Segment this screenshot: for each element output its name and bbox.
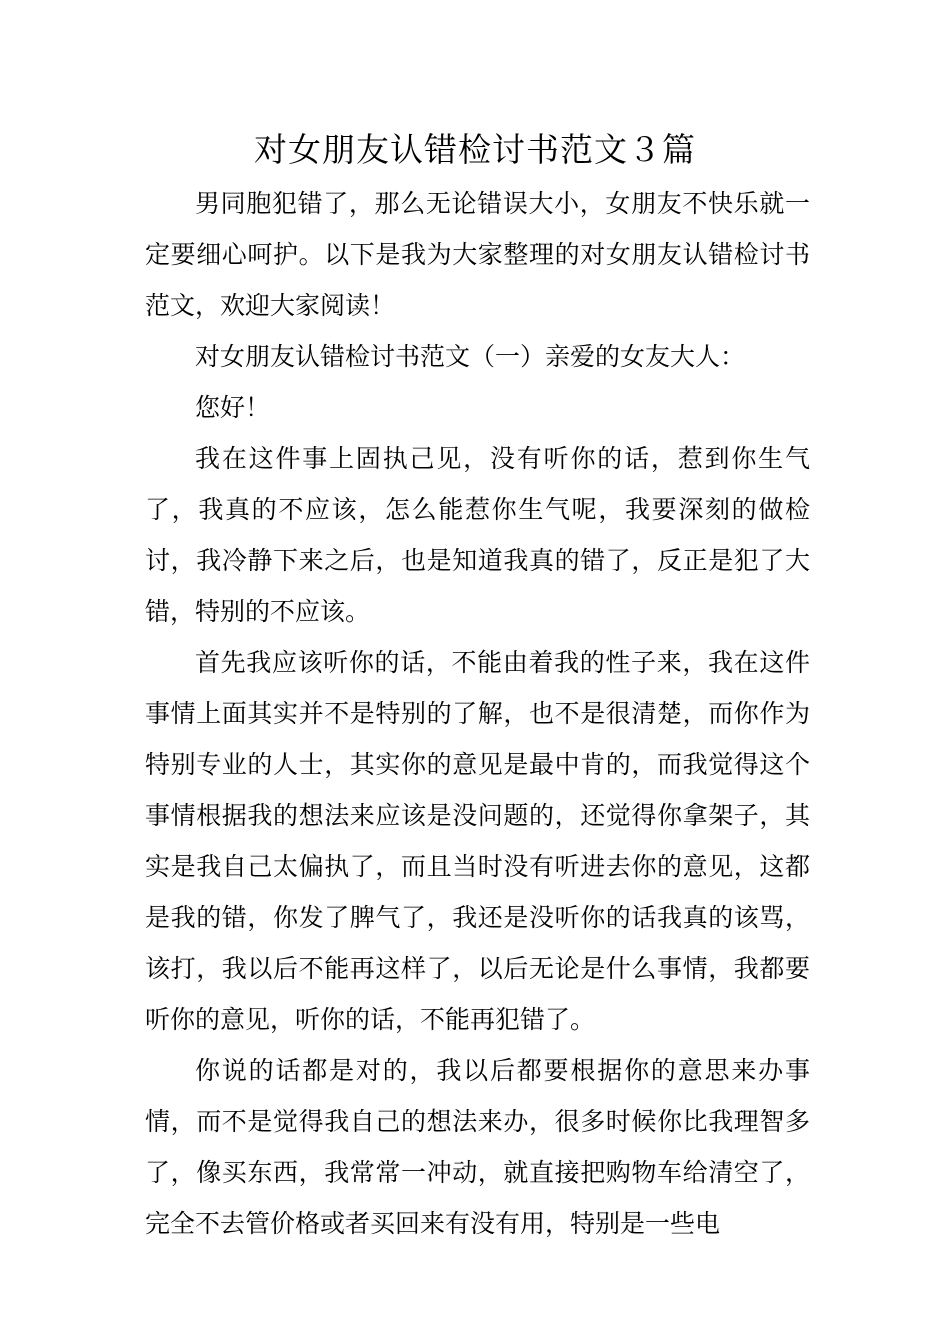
paragraph-body-3: 你说的话都是对的，我以后都要根据你的意思来办事情，而不是觉得我自己的想法来办，很多时候你比我理智多了，像买东西，我常常一冲动，就直接把购物车给清空了，完全不去管价格或者买回来有没有用，特别是一些电: [145, 1056, 810, 1238]
paragraph-heading-one: 对女朋友认错检讨书范文（一）亲爱的女友大人：: [195, 342, 746, 371]
paragraph-body-2: 首先我应该听你的话，不能由着我的性子来，我在这件事情上面其实并不是特别的了解，也不是很清楚，而你作为特别专业的人士，其实你的意见是最中肯的，而我觉得这个事情根据我的想法来应该是没问题的，还觉得你拿架子，其实是我自己太偏执了，而且当时没有听进去你的意见，这都是我的错，你发了脾气了，我还是没听你的话我真的该骂，该打，我以后不能再这样了，以后无论是什么事情，我都要听你的意见，听你的话，不能再犯错了。: [145, 648, 810, 1034]
paragraph-body-1: 我在这件事上固执己见，没有听你的话，惹到你生气了，我真的不应该，怎么能惹你生气呢，我要深刻的做检讨，我冷静下来之后，也是知道我真的错了，反正是犯了大错，特别的不应该。: [145, 444, 810, 626]
paragraph-greeting: 您好！: [195, 393, 271, 422]
paragraph-intro: 男同胞犯错了，那么无论错误大小，女朋友不快乐就一定要细心呵护。以下是我为大家整理的对女朋友认错检讨书范文，欢迎大家阅读！: [145, 189, 810, 320]
document-title: 对女朋友认错检讨书范文３篇: [254, 130, 696, 169]
document-body: [145, 178, 810, 1249]
